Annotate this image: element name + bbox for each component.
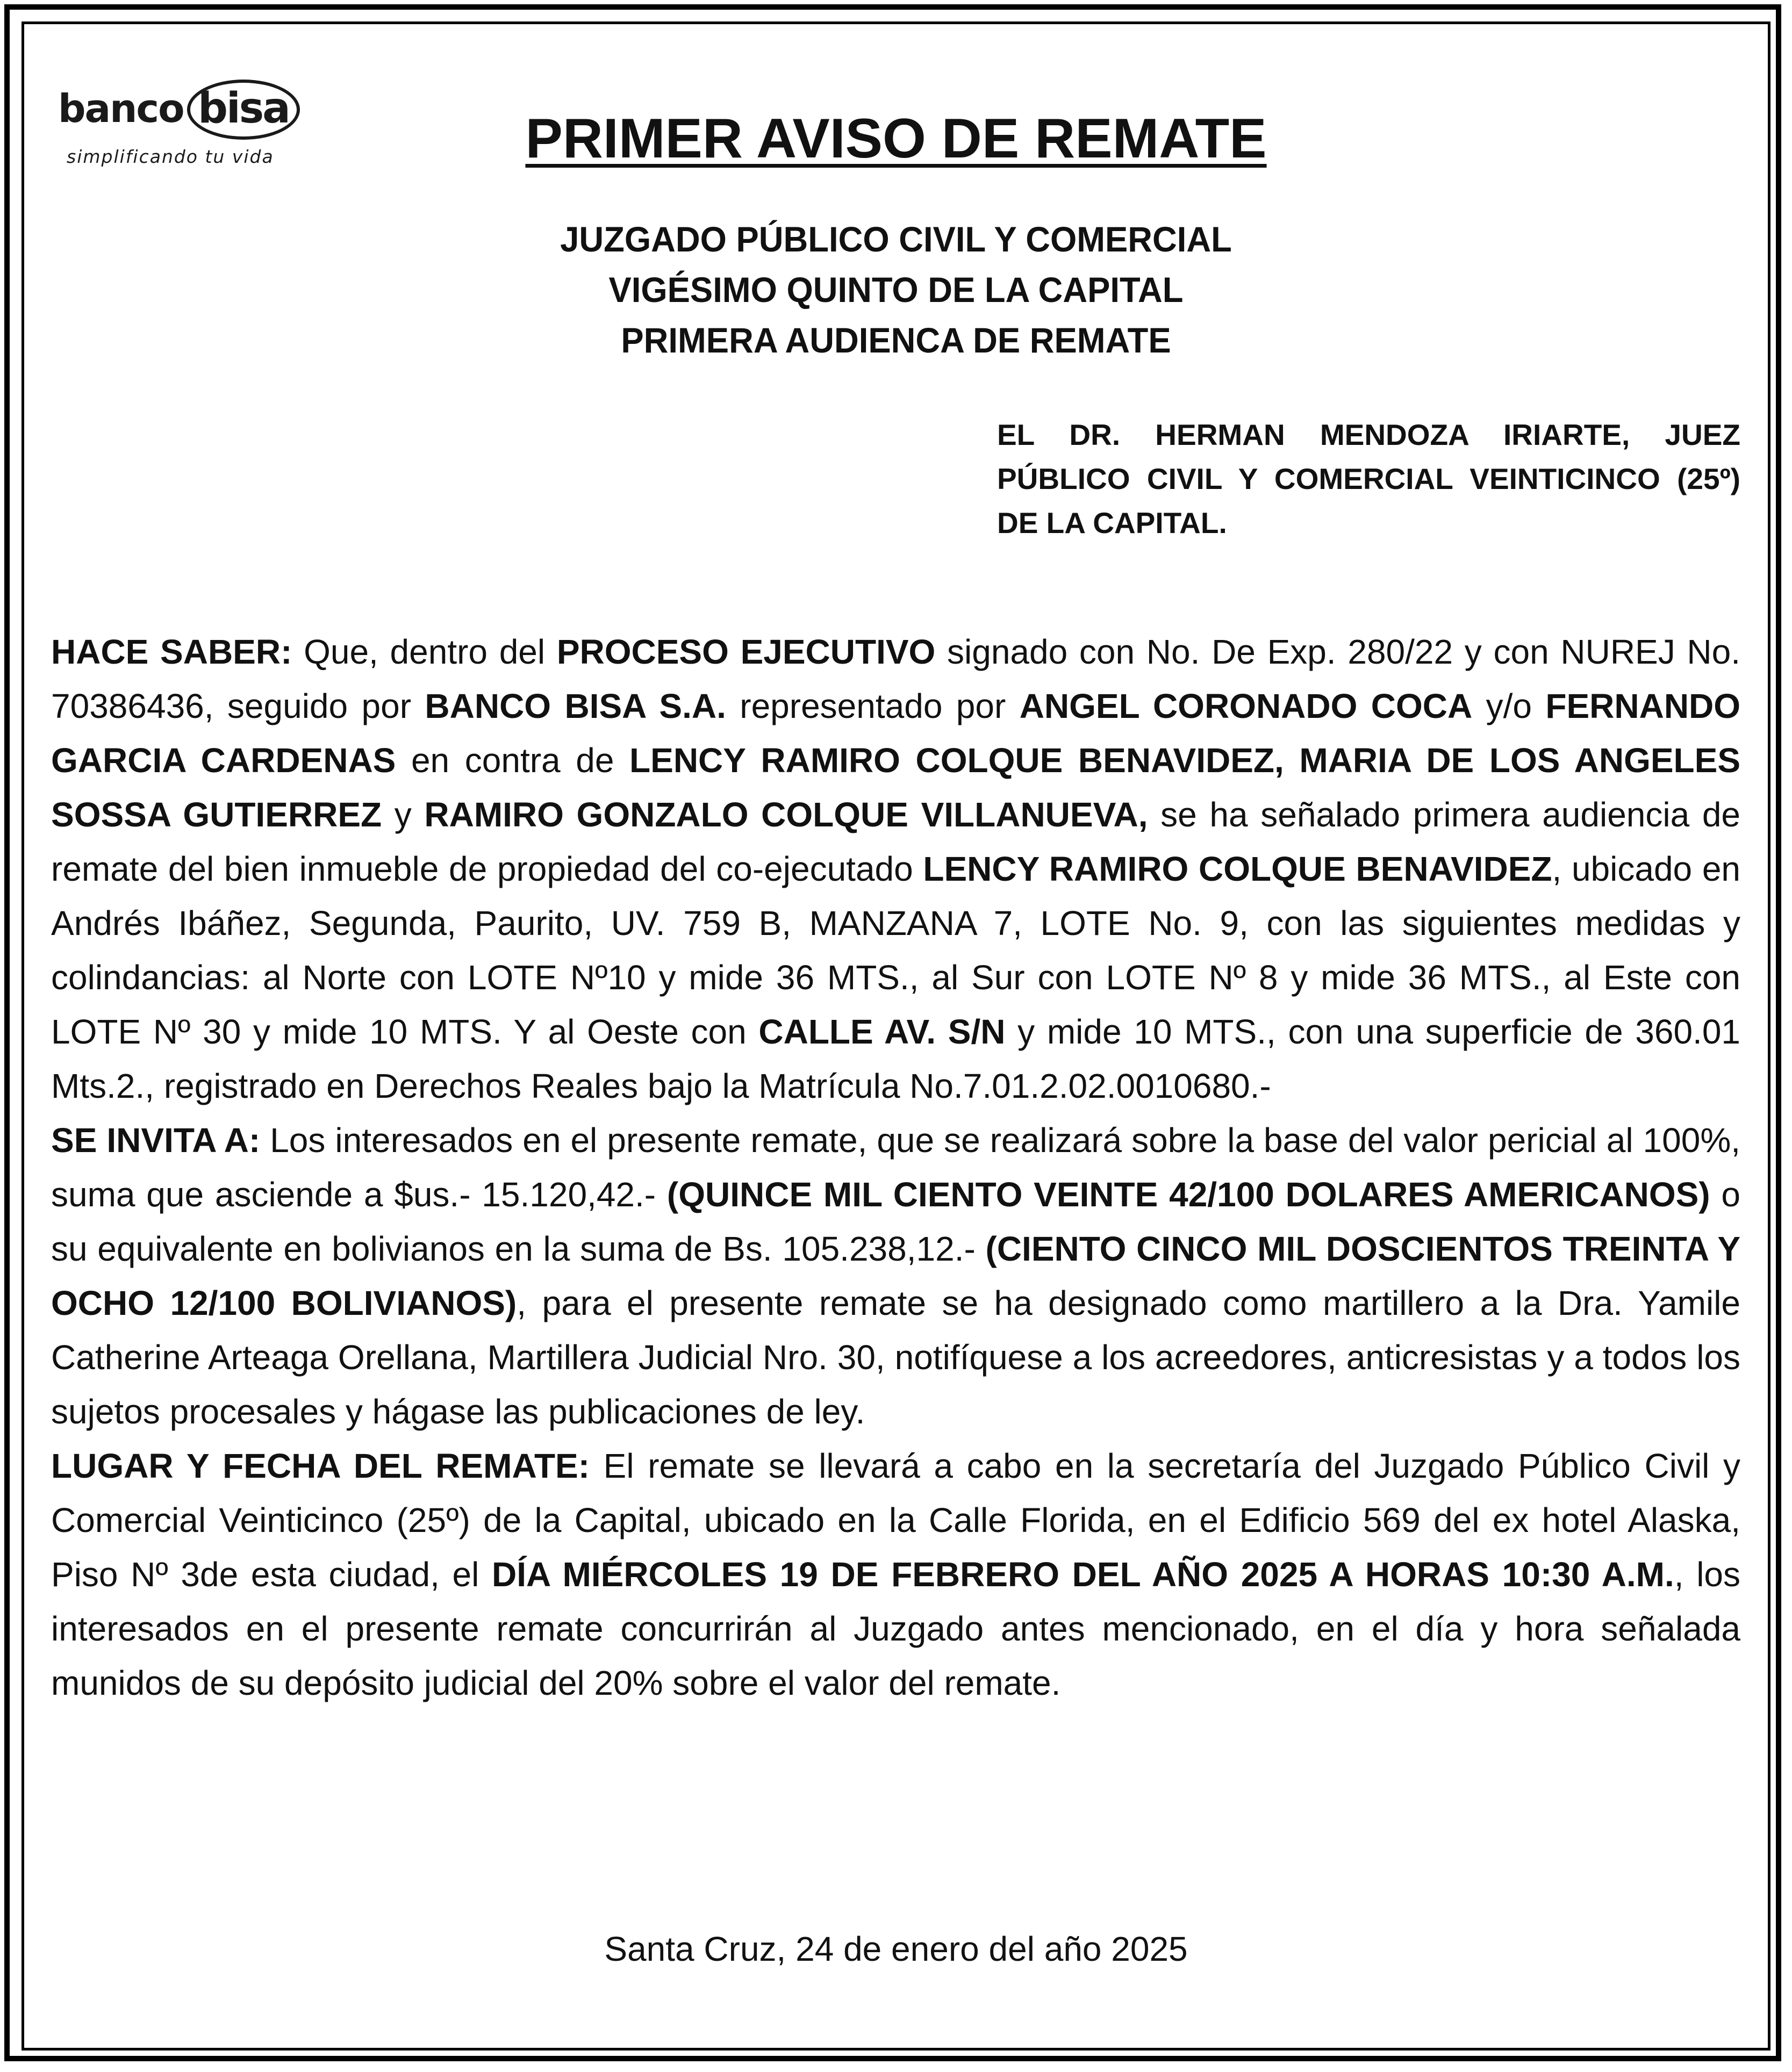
bold-span: (QUINCE MIL CIENTO VEINTE 42/100 DOLARES AMERICANOS) [666, 1175, 1710, 1214]
paragraph-se-invita [51, 1113, 1740, 1439]
bold-span: DÍA MIÉRCOLES 19 DE FEBRERO DEL AÑO 2025 A HORAS 10:30 A.M. [492, 1555, 1674, 1594]
subheading-hearing: PRIMERA AUDIENCA DE REMATE [621, 320, 1171, 360]
place-and-date: Santa Cruz, 24 de enero del año 2025 [604, 1930, 1188, 1968]
text-span: o su equivalente en bolivianos en la suma de Bs. 105.238,12.- [51, 1175, 1741, 1268]
bold-span: CALLE AV. S/N [758, 1012, 1006, 1051]
text-span: en contra de [396, 741, 630, 780]
bold-span: BANCO BISA S.A. [425, 687, 726, 725]
bold-span: FERNANDO GARCIA CARDENAS [51, 687, 1741, 780]
label-se-invita: SE INVITA A: [51, 1121, 261, 1160]
text-span: El remate se llevará a cabo en la secretaría del Juzgado Público Civil y Comercial Veinticinco (25º) de la Capital, ubicado en la Calle Florida, en el Edificio 569 del ex hotel Alaska, Piso Nº 3de esta ciudad, el [51, 1447, 1741, 1594]
notice-body [51, 625, 1740, 1710]
bold-span: ANGEL CORONADO COCA [1019, 687, 1473, 725]
notice-title [0, 106, 1792, 171]
bold-span: LENCY RAMIRO COLQUE BENAVIDEZ [923, 850, 1552, 888]
label-hace-saber: HACE SABER: [51, 632, 292, 671]
logo-oval-mark: bisa [187, 80, 300, 140]
bold-span: RAMIRO GONZALO COLQUE VILLANUEVA, [424, 795, 1148, 834]
bold-span: LENCY RAMIRO COLQUE BENAVIDEZ, MARIA DE LOS ANGELES SOSSA GUTIERREZ [51, 741, 1741, 834]
label-lugar-fecha: LUGAR Y FECHA DEL REMATE: [51, 1447, 590, 1485]
judge-statement: EL DR. HERMAN MENDOZA IRIARTE, JUEZ PÚBLICO CIVIL Y COMERCIAL VEINTICINCO (25º) DE LA CAPITAL. [997, 418, 1740, 539]
text-span: y mide 10 MTS., con una superficie de 360.01 Mts.2., registrado en Derechos Reales bajo la Matrícula No.7.01.2.02.0010680.- [51, 1012, 1741, 1105]
text-span: y [382, 795, 425, 834]
text-span: , los interesados en el presente remate concurrirán al Juzgado antes mencionado, en el día y hora señalada munidos de su depósito judicial del 20% sobre el valor del remate. [51, 1555, 1741, 1702]
text-span: se ha señalado primera audiencia de remate del bien inmueble de propiedad del co-ejecutado [51, 795, 1741, 888]
notice-title-text: PRIMER AVISO DE REMATE [525, 107, 1267, 170]
text-span: y/o [1472, 687, 1546, 725]
text-span: Los interesados en el presente remate, que se realizará sobre la base del valor pericial al 100%, suma que asciende a $us.- 15.120,42.- [51, 1121, 1741, 1214]
court-subheadings [36, 214, 1757, 365]
subheading-district: VIGÉSIMO QUINTO DE LA CAPITAL [608, 270, 1184, 310]
paragraph-hace-saber [51, 625, 1740, 1113]
text-span: signado con No. De Exp. 280/22 y con NUREJ No. 70386436, seguido por [51, 632, 1741, 725]
subheading-court: JUZGADO PÚBLICO CIVIL Y COMERCIAL [560, 219, 1232, 259]
text-span: , ubicado en Andrés Ibáñez, Segunda, Paurito, UV. 759 B, MANZANA 7, LOTE No. 9, con las siguientes medidas y colindancias: al Norte con LOTE Nº10 y mide 36 MTS., al Sur con LOTE Nº 8 y mide 36 MTS., al Este con LOTE Nº 30 y mide 10 MTS. Y al Oeste con [51, 850, 1741, 1051]
paragraph-lugar-fecha [51, 1439, 1740, 1710]
logo-tagline: simplificando tu vida [67, 146, 274, 167]
text-span: , para el presente remate se ha designado como martillero a la Dra. Yamile Catherine Arteaga Orellana, Martillera Judicial Nro. 30, notifíquese a los acreedores, anticresistas y a todos los sujetos procesales y hágase las publicaciones de ley. [51, 1284, 1741, 1431]
bold-span: PROCESO EJECUTIVO [556, 632, 936, 671]
bold-span: (CIENTO CINCO MIL DOSCIENTOS TREINTA Y OCHO 12/100 BOLIVIANOS) [51, 1229, 1741, 1322]
logo-wordmark: banco [58, 86, 184, 131]
text-span: representado por [726, 687, 1020, 725]
text-span: Que, dentro del [292, 632, 557, 671]
